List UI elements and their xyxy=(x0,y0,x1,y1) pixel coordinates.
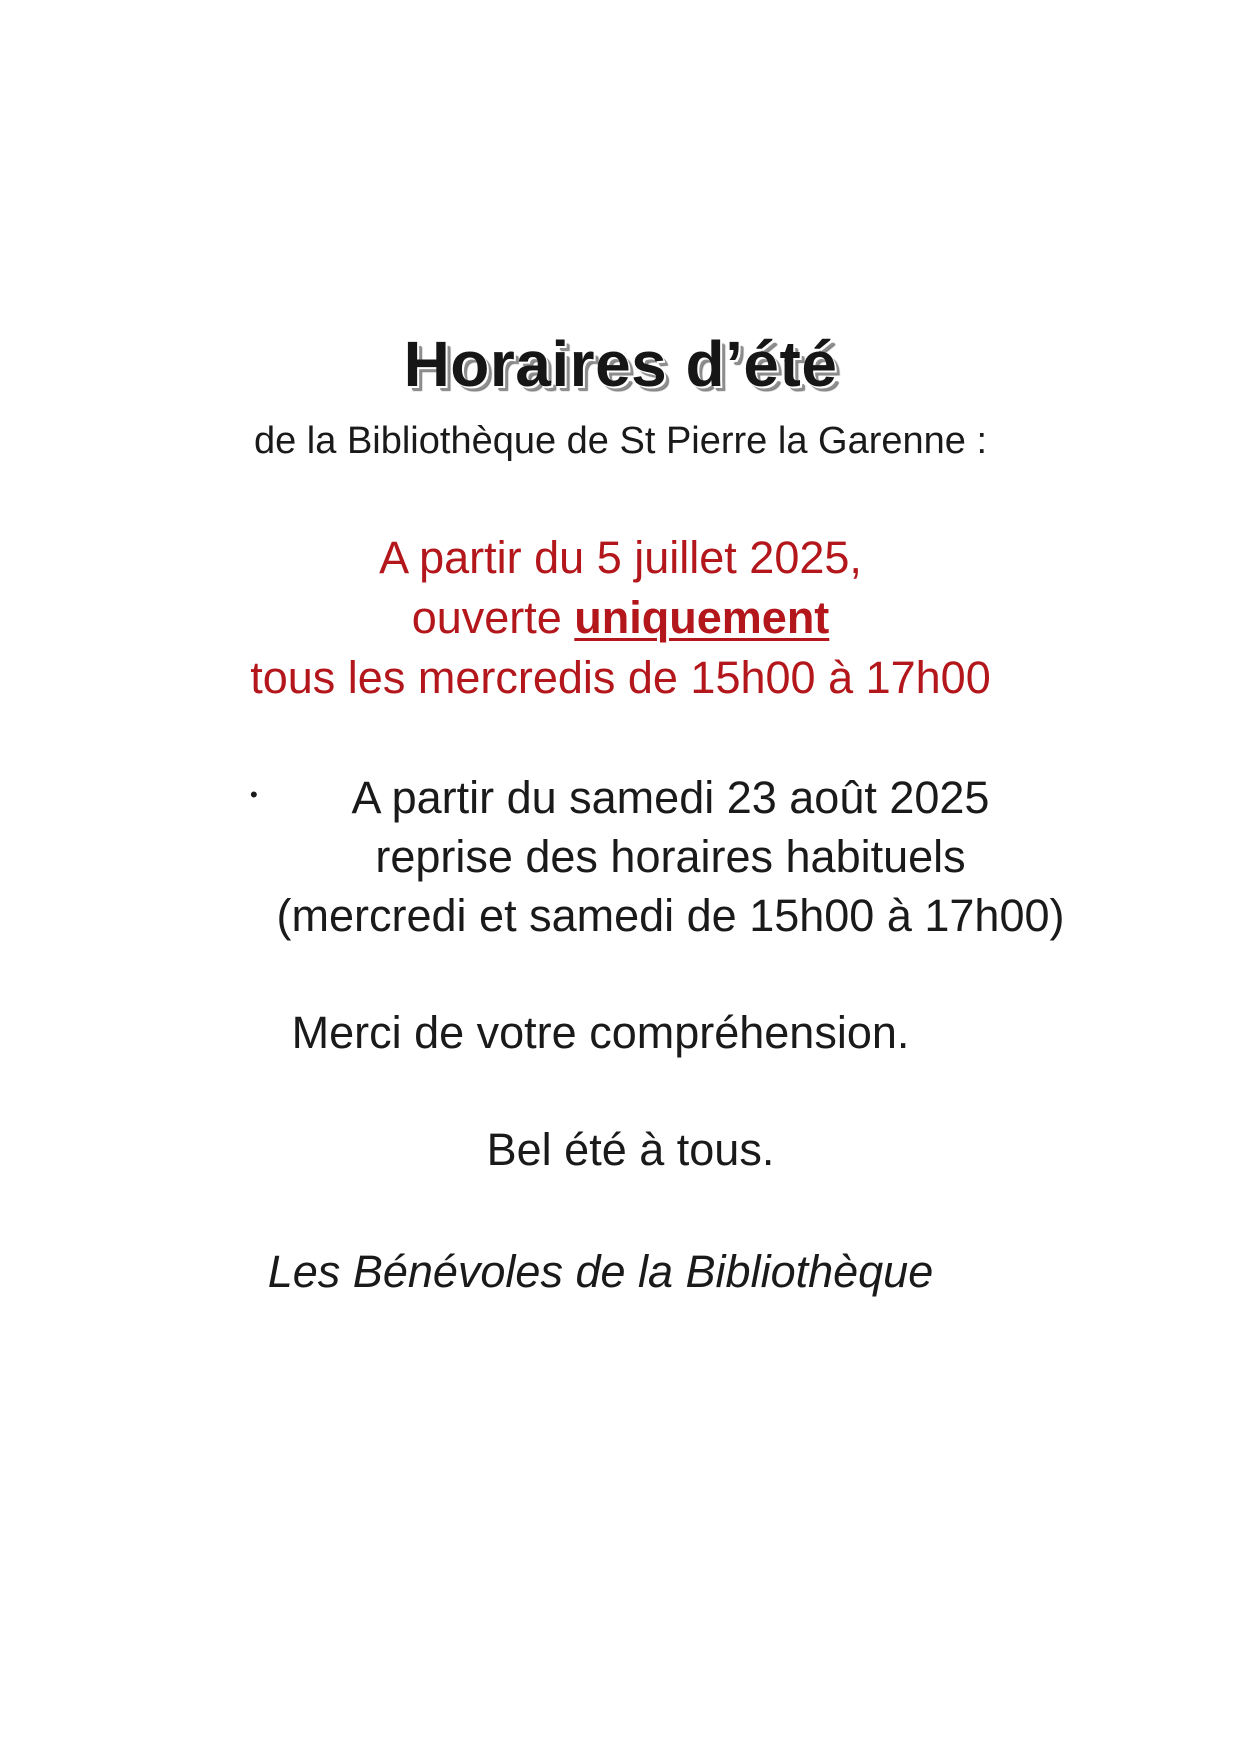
bullet-icon: • xyxy=(250,782,258,807)
greeting-text: Bel été à tous. xyxy=(486,1124,775,1175)
resumption-line-1: A partir du samedi 23 août 2025 xyxy=(351,772,990,823)
signature-text: Les Bénévoles de la Bibliothèque xyxy=(267,1246,934,1297)
notice-title: Horaires d’été xyxy=(403,328,838,400)
announcement-line-3: tous les mercredis de 15h00 à 17h00 xyxy=(250,652,991,703)
announcement-line-2 xyxy=(0,592,1241,643)
resumption-line-3: (mercredi et samedi de 15h00 à 17h00) xyxy=(276,890,1065,941)
announcement-emphasis: uniquement xyxy=(574,592,830,643)
resumption-line-2: reprise des horaires habituels xyxy=(375,831,966,882)
announcement-line-1: A partir du 5 juillet 2025, xyxy=(379,532,862,583)
announcement-line-2-prefix: ouverte xyxy=(411,592,575,643)
thanks-text: Merci de votre compréhension. xyxy=(291,1007,910,1058)
notice-subtitle: de la Bibliothèque de St Pierre la Garenne : xyxy=(253,420,988,462)
